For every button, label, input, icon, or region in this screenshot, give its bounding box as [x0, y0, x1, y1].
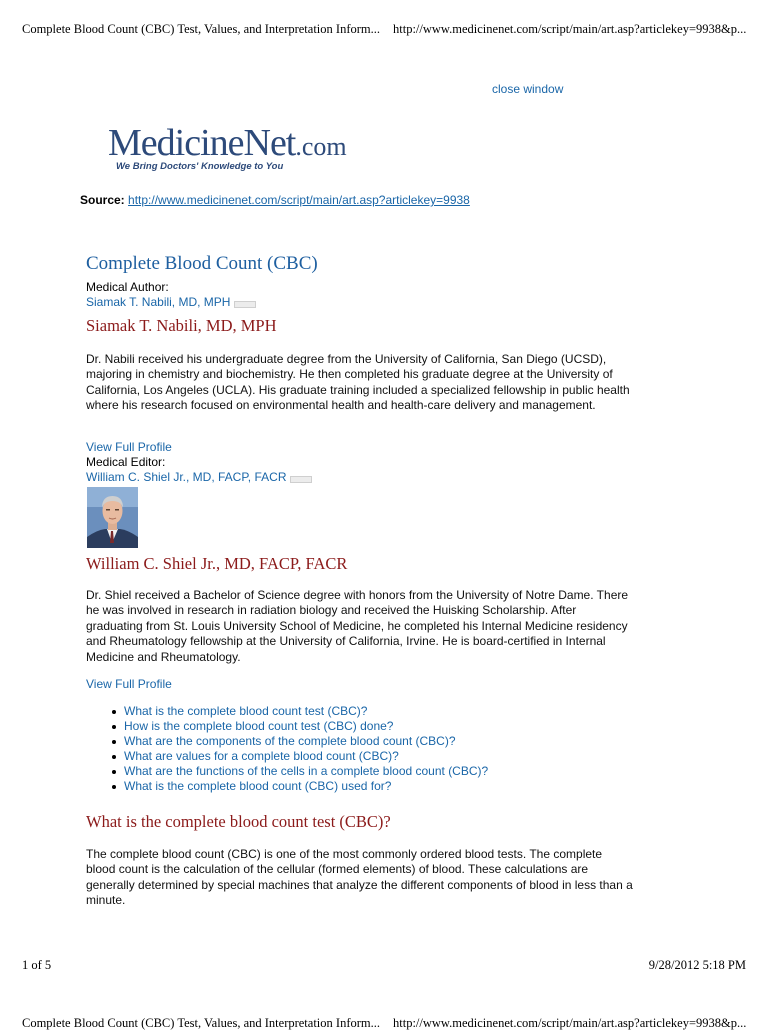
source-link[interactable]: http://www.medicinenet.com/script/main/art.asp?articlekey=9938 — [128, 193, 470, 207]
editor-expand-icon[interactable] — [290, 476, 312, 483]
editor-link[interactable]: William C. Shiel Jr., MD, FACP, FACR — [86, 470, 287, 484]
page-number: 1 of 5 — [22, 958, 52, 972]
source-label: Source: — [80, 193, 125, 207]
medicinenet-logo[interactable] — [108, 124, 348, 176]
toc-item[interactable]: What is the complete blood count test (CBC)? — [110, 704, 488, 719]
section-heading: What is the complete blood count test (CBC)? — [86, 812, 391, 831]
author-link[interactable]: Siamak T. Nabili, MD, MPH — [86, 295, 231, 309]
author-view-profile-link[interactable]: View Full Profile — [86, 440, 172, 454]
author-name: Siamak T. Nabili, MD, MPH — [86, 316, 277, 335]
toc-item[interactable]: What are the components of the complete blood count (CBC)? — [110, 734, 488, 749]
article-title: Complete Blood Count (CBC) — [86, 253, 318, 274]
print-datetime: 9/28/2012 5:18 PM — [648, 958, 746, 972]
next-page-header-url: http://www.medicinenet.com/script/main/art.asp?articlekey=9938&p... — [393, 1016, 747, 1030]
source-line — [80, 193, 470, 207]
logo-dotcom: .com — [295, 132, 347, 161]
editor-role: Medical Editor: — [86, 455, 166, 469]
author-role: Medical Author: — [86, 280, 169, 294]
print-header-title: Complete Blood Count (CBC) Test, Values, and Interpretation Inform... — [22, 22, 380, 36]
editor-name: William C. Shiel Jr., MD, FACP, FACR — [86, 554, 348, 573]
editor-photo — [87, 487, 138, 548]
logo-tagline: We Bring Doctors' Knowledge to You — [116, 161, 284, 172]
toc-item[interactable]: What is the complete blood count (CBC) used for? — [110, 779, 488, 794]
next-page-header-title: Complete Blood Count (CBC) Test, Values, and Interpretation Inform... — [22, 1016, 380, 1030]
next-page-header — [0, 1016, 768, 1032]
logo-name: MedicineNet — [108, 122, 296, 164]
close-window-link[interactable]: close window — [492, 82, 564, 96]
author-expand-icon[interactable] — [234, 301, 256, 308]
toc-item[interactable]: What are the functions of the cells in a complete blood count (CBC)? — [110, 764, 488, 779]
section-body: The complete blood count (CBC) is one of the most commonly ordered blood tests. The complete blood count is the calculation of the cellular (formed elements) of blood. These calculations are generally determined by special machines that analyze the different components of blood in less than a minute. — [86, 847, 633, 908]
author-bio: Dr. Nabili received his undergraduate degree from the University of California, San Diego (UCSD), majoring in chemistry and biochemistry. He then completed his graduate degree at the University of California, Los Angeles (UCLA). His graduate training included a specialized fellowship in public health where his research focused on environmental health and health-care delivery and management. — [86, 352, 630, 413]
print-header-url: http://www.medicinenet.com/script/main/art.asp?articlekey=9938&p... — [393, 22, 747, 36]
author-line — [86, 295, 256, 310]
print-header — [0, 22, 768, 38]
editor-line — [86, 470, 312, 485]
table-of-contents — [110, 704, 488, 794]
toc-item[interactable]: What are values for a complete blood count (CBC)? — [110, 749, 488, 764]
editor-bio: Dr. Shiel received a Bachelor of Science degree with honors from the University of Notre Dame. There he was involved in research in radiation biology and received the Huisking Scholarship. After graduating from St. Louis University School of Medicine, he completed his Internal Medicine residency and Rheumatology fellowship at the University of California, Irvine. He is board-certified in Internal Medicine and Rheumatology. — [86, 588, 629, 664]
editor-view-profile-link[interactable]: View Full Profile — [86, 677, 172, 691]
toc-item[interactable]: How is the complete blood count test (CBC) done? — [110, 719, 488, 734]
